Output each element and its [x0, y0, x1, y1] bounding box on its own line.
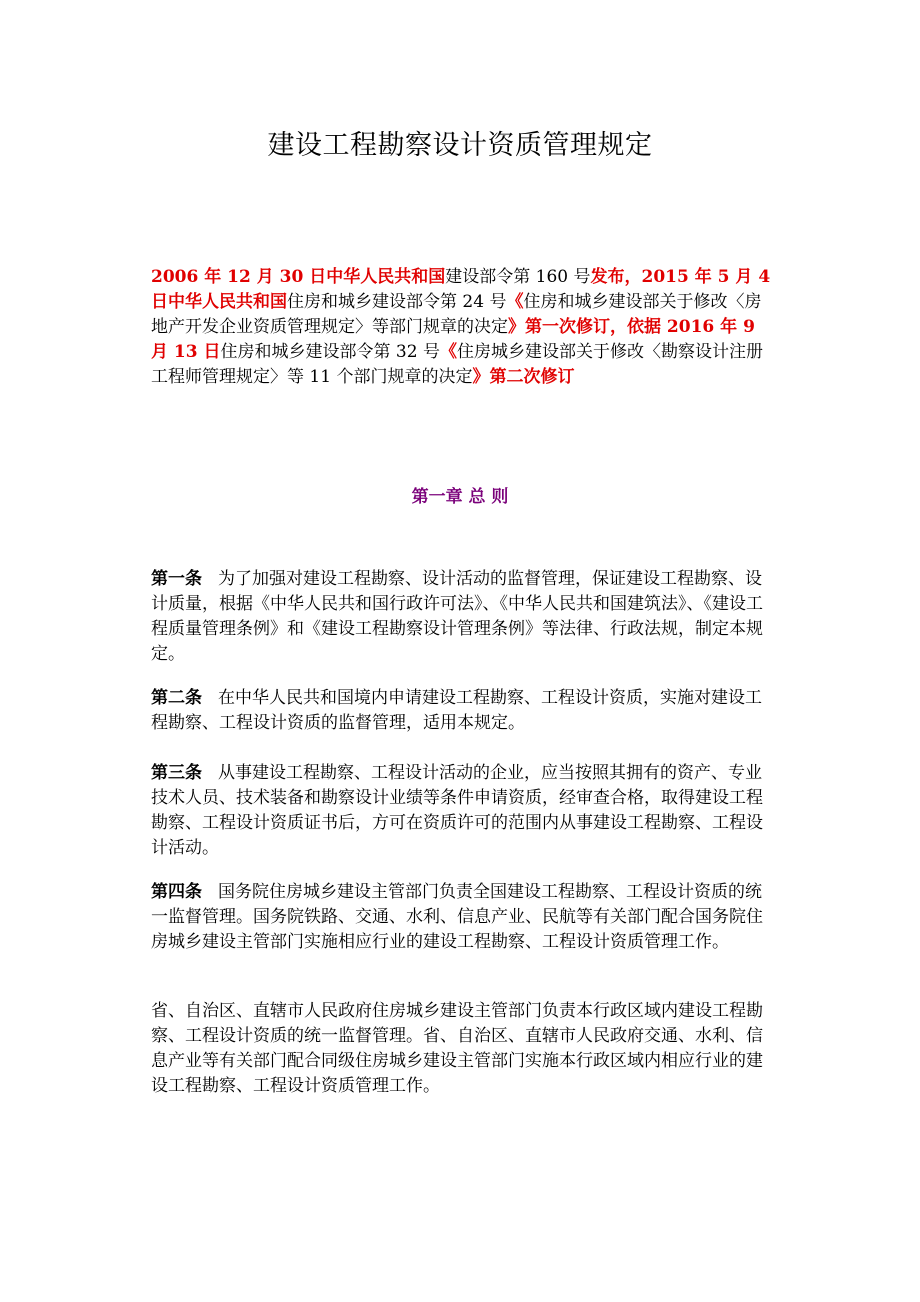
article-number: 第二条 — [151, 688, 202, 708]
history-order-3: 住房和城乡建设部令第 32 号 — [220, 342, 440, 362]
revision-history — [151, 265, 771, 390]
chapter-heading: 第一章 总 则 — [411, 487, 509, 507]
history-decision-1-close: 》第一次修订，依据 2016 年 9 月 13 日 — [151, 317, 755, 362]
history-decision-1-open: 《 — [506, 292, 524, 312]
article-2 — [151, 686, 771, 736]
article-number: 第四条 — [151, 882, 202, 902]
article-number: 第一条 — [151, 569, 202, 589]
history-date-1: 2006 年 12 月 30 日中华人民共和国 — [151, 267, 446, 287]
article-1 — [151, 567, 771, 667]
article-text: 从事建设工程勘察、工程设计活动的企业，应当按照其拥有的资产、专业技术人员、技术装备和勘察设计业绩等条件申请资质，经审查合格，取得建设工程勘察、工程设计资质证书后，方可在资质许可的范围内从事建设工程勘察、工程设计活动。 — [151, 763, 763, 858]
article-4-paragraph-2: 省、自治区、直辖市人民政府住房城乡建设主管部门负责本行政区域内建设工程勘察、工程设计资质的统一监督管理。省、自治区、直辖市人民政府交通、水利、信息产业等有关部门配合同级住房城乡建设主管部门实施本行政区域内相应行业的建设工程勘察、工程设计资质管理工作。 — [151, 1001, 763, 1096]
history-decision-1-text: 住房和城乡建设部关于修改〈房地产开发企业资质管理规定〉等部门规章的决定 — [151, 292, 762, 337]
history-order-2: 住房和城乡建设部令第 24 号 — [287, 292, 507, 312]
history-order-1: 建设部令第 160 号 — [445, 267, 591, 287]
article-text: 为了加强对建设工程勘察、设计活动的监督管理，保证建设工程勘察、设计质量，根据《中华人民共和国行政许可法》、《中华人民共和国建筑法》、《建设工程质量管理条例》和《建设工程勘察设计管理条例》等法律、行政法规，制定本规定。 — [151, 569, 763, 664]
history-decision-2-open: 《 — [439, 342, 457, 362]
article-4 — [151, 880, 771, 955]
article-text: 国务院住房城乡建设主管部门负责全国建设工程勘察、工程设计资质的统一监督管理。国务院铁路、交通、水利、信息产业、民航等有关部门配合国务院住房城乡建设主管部门实施相应行业的建设工程勘察、工程设计资质管理工作。 — [151, 882, 763, 952]
history-decision-2-text: 住房城乡建设部关于修改〈勘察设计注册工程师管理规定〉等 11 个部门规章的决定 — [151, 342, 763, 387]
history-decision-2-close: 》第二次修订 — [472, 367, 575, 387]
article-text: 在中华人民共和国境内申请建设工程勘察、工程设计资质，实施对建设工程勘察、工程设计资质的监督管理，适用本规定。 — [151, 688, 762, 733]
history-published: 发布，2015 年 5 月 4 日中华人民共和国 — [151, 267, 771, 312]
article-number: 第三条 — [151, 763, 202, 783]
article-3 — [151, 761, 771, 861]
document-title: 建设工程勘察设计资质管理规定 — [267, 130, 653, 161]
